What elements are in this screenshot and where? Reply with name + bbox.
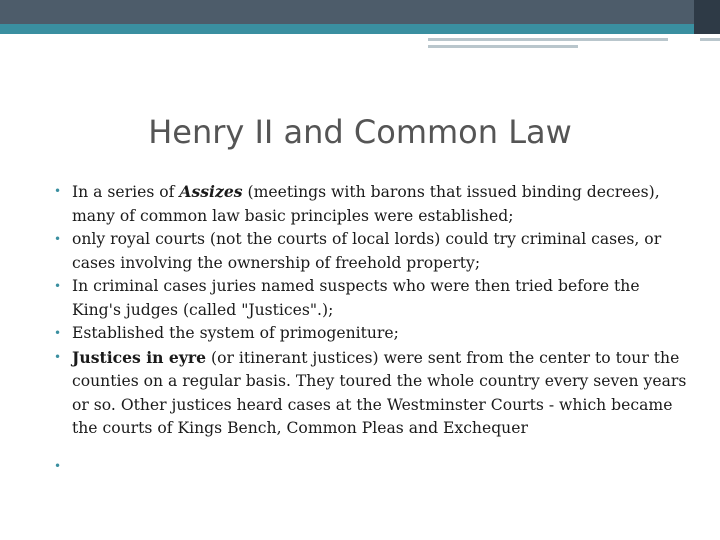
- header-accent-band: [0, 24, 720, 34]
- slide-title: Henry II and Common Law: [148, 113, 572, 151]
- bullet-item: [54, 180, 690, 228]
- bullet-item: [54, 228, 690, 275]
- bullet-icon: •: [54, 349, 62, 364]
- bullet-term: Justices in eyre: [72, 347, 207, 367]
- header-corner-block: [694, 0, 720, 34]
- header-decor-line: [700, 38, 720, 41]
- bullet-text: (meetings with barons that issued binding decrees), many of common law basic principles were established;: [72, 183, 660, 225]
- bullet-item: [54, 275, 690, 322]
- bullet-text: Established the system of primogeniture;: [72, 324, 399, 342]
- bullet-item: [54, 322, 690, 346]
- bullet-term: Assizes: [179, 182, 243, 201]
- bullet-item: [54, 455, 690, 479]
- bullet-text: only royal courts (not the courts of local lords) could try criminal cases, or cases involving the ownership of freehold property;: [72, 230, 662, 272]
- bullet-list: [54, 180, 690, 479]
- bullet-icon: •: [54, 184, 62, 198]
- bullet-icon: •: [54, 326, 62, 340]
- bullet-item: [54, 346, 690, 441]
- header-decor-line: [428, 45, 578, 48]
- bullet-icon: •: [54, 232, 62, 246]
- header-decor-line: [428, 38, 668, 41]
- bullet-text: In criminal cases juries named suspects who were then tried before the King's judges (called "Justices".);: [72, 277, 640, 319]
- bullet-icon: •: [54, 458, 62, 473]
- bullet-text: In a series of: [72, 183, 180, 201]
- bullet-text: (or itinerant justices) were sent from the center to tour the counties on a regular basis. They toured the whole country every seven years or so. Other justices heard cases at the Westminster Courts - which became the courts of Kings Bench, Common Pleas and Exchequer: [72, 348, 687, 437]
- header-bar: [0, 0, 720, 24]
- bullet-icon: •: [54, 279, 62, 293]
